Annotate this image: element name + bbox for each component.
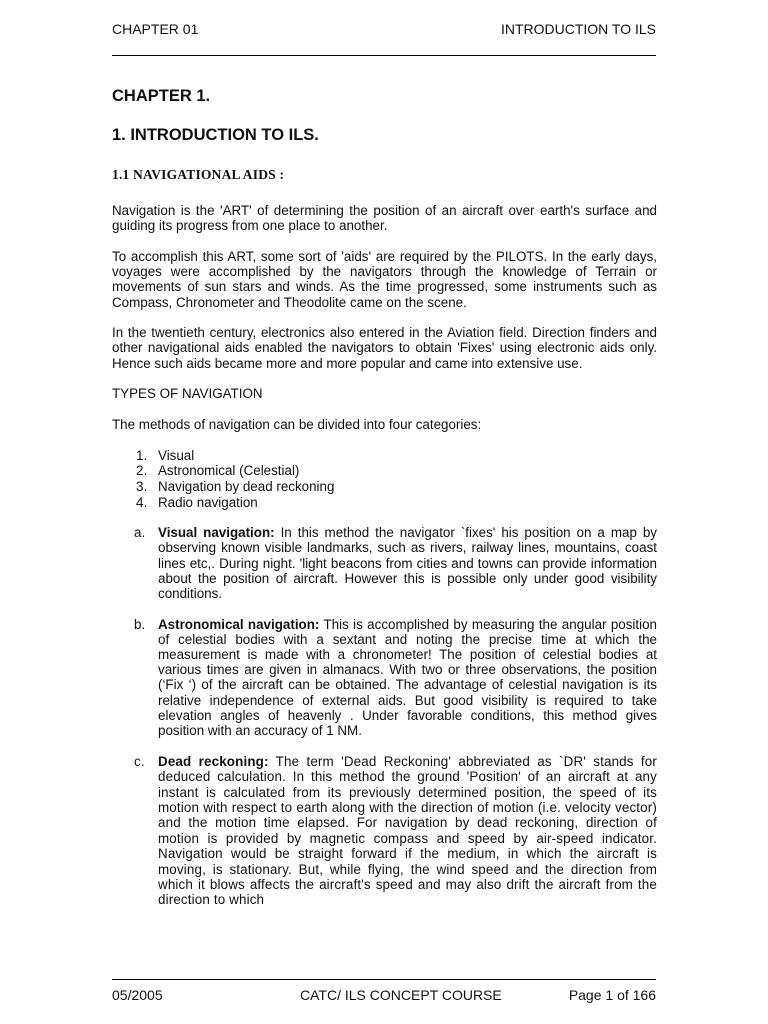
list-number: 2. xyxy=(136,463,148,479)
detail-text: In this method the navigator `fixes' his position on a map by observing known visible landmarks, such as rivers, railway lines, mountains, coast lines etc,. During night. 'light beacons from cities and towns can provide information about the position of aircraft. However this is possible only under good visibility conditions. xyxy=(158,525,658,601)
chapter-heading: CHAPTER 1. xyxy=(112,87,211,105)
detail-text: This is accomplished by measuring the angular position of celestial bodies with a sextant and noting the precise time at which the measurement is made with a chronometer! The position of celestial bodies at various times are given in almanacs. With two or three observations, the position (‘Fix ‘) of the aircraft can be obtained. The advantage of celestial navigation is its relative independence of external aids. But good visibility is required to take elevation angles of heavenly . Under favorable conditions, this method gives position with an accuracy of 1 NM. xyxy=(158,616,657,739)
detail-term: Dead reckoning: xyxy=(158,753,269,769)
detail-dead-reckoning xyxy=(112,754,657,908)
list-label: Visual xyxy=(158,447,195,463)
list-label: Astronomical (Celestial) xyxy=(158,463,300,479)
detail-astronomical-navigation xyxy=(112,617,657,739)
detail-term: Astronomical navigation: xyxy=(158,616,320,632)
footer-date: 05/2005 xyxy=(112,987,163,1003)
detail-marker: a. xyxy=(134,525,146,541)
detail-marker: c. xyxy=(134,753,145,769)
document-body xyxy=(112,86,657,923)
detail-term: Visual navigation: xyxy=(158,525,275,541)
list-label: Navigation by dead reckoning xyxy=(158,478,335,494)
list-number: 1. xyxy=(136,447,148,463)
types-heading: TYPES OF NAVIGATION xyxy=(112,386,263,402)
list-item xyxy=(136,478,657,495)
navigation-details-list xyxy=(112,525,657,908)
footer-page-number: Page 1 of 166 xyxy=(568,987,656,1003)
list-item xyxy=(136,463,657,479)
header-divider xyxy=(112,55,656,56)
list-label: Radio navigation xyxy=(158,494,258,510)
introduction-heading: 1. INTRODUCTION TO ILS. xyxy=(112,126,319,144)
detail-marker: b. xyxy=(134,616,146,632)
detail-visual-navigation xyxy=(112,525,657,601)
detail-text: The term 'Dead Reckoning' abbreviated as `DR' stands for deduced calculation. In this method the ground 'Position' of an aircraft at any instant is calculated from its previously determined position, the speed of its motion with respect to earth along with the direction of motion (i.e. velocity vector) and the motion time elapsed. For navigation by dead reckoning, direction of motion is provided by magnetic compass and speed by air-speed indicator. Navigation would be straight forward if the medium, in which the aircraft is moving, is stationary. But, while flying, the wind speed and the direction from which it blows affects the aircraft's speed and may also drift the aircraft from the direction to which xyxy=(158,753,657,908)
list-item xyxy=(136,447,657,464)
list-number: 4. xyxy=(136,494,148,510)
header-title-label: INTRODUCTION TO ILS xyxy=(500,21,656,37)
footer-divider xyxy=(112,979,656,980)
paragraph: Navigation is the 'ART' of determining the position of an aircraft over earth's surface and guiding its progress from one place to another. xyxy=(112,203,657,234)
list-number: 3. xyxy=(136,478,148,494)
paragraph: In the twentieth century, electronics also entered in the Aviation field. Direction finders and other navigational aids enabled the navigators to obtain 'Fixes' using electronic aids only. Hence such aids became more and more popular and came into extensive use. xyxy=(112,325,657,371)
paragraph: To accomplish this ART, some sort of 'aids' are required by the PILOTS. In the early days, voyages were accomplished by the navigators through the knowledge of Terrain or movements of sun stars and winds. As the time progressed, some instruments such as Compass, Chronometer and Theodolite came on the scene. xyxy=(112,248,657,310)
section-heading: 1.1 NAVIGATIONAL AIDS : xyxy=(112,167,285,182)
types-intro: The methods of navigation can be divided into four categories: xyxy=(112,417,482,433)
footer-course-title: CATC/ ILS CONCEPT COURSE xyxy=(300,987,502,1003)
header-chapter-label: CHAPTER 01 xyxy=(112,21,199,37)
category-list xyxy=(112,448,657,510)
list-item xyxy=(136,494,657,511)
